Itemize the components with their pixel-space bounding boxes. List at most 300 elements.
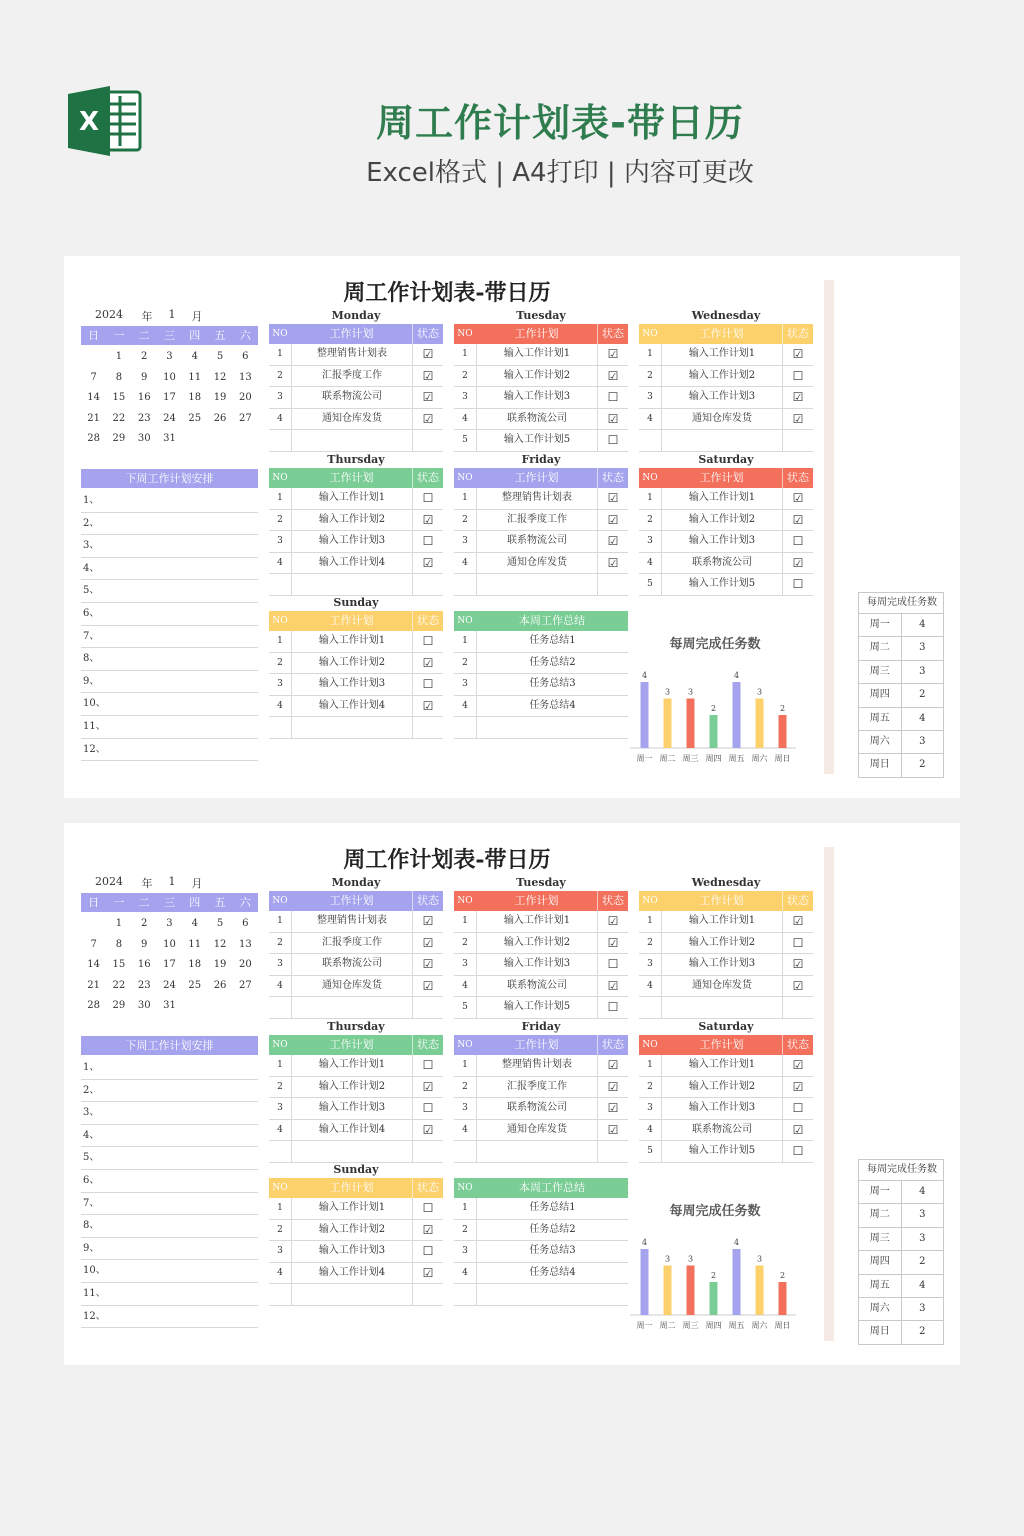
weekly-count-value: 3 bbox=[919, 642, 926, 654]
status-checkbox[interactable]: ☑ bbox=[412, 409, 443, 430]
task-text[interactable]: 输入工作计划3 bbox=[688, 535, 756, 546]
task-text[interactable]: 联系物流公司 bbox=[507, 979, 567, 991]
calendar-day[interactable]: 26 bbox=[213, 979, 227, 991]
task-no: 4 bbox=[454, 696, 477, 717]
day-table-sunday bbox=[269, 595, 443, 739]
calendar-weekday: 一 bbox=[113, 896, 125, 909]
next-plan-row[interactable]: 4、 bbox=[81, 1125, 258, 1148]
status-checkbox[interactable] bbox=[412, 717, 443, 738]
calendar-weekday: 三 bbox=[163, 329, 175, 342]
task-text[interactable]: 通知仓库发货 bbox=[507, 1123, 567, 1135]
task-text[interactable]: 输入工作计划1 bbox=[503, 348, 571, 359]
status-checkbox[interactable]: ☑ bbox=[597, 510, 628, 531]
chart-bar bbox=[779, 715, 787, 748]
col-status-header: 状态 bbox=[597, 1035, 628, 1055]
status-checkbox[interactable]: ☐ bbox=[412, 674, 443, 695]
next-plan-row[interactable]: 11、 bbox=[81, 1283, 258, 1306]
calendar-day[interactable]: 13 bbox=[238, 938, 252, 950]
status-checkbox[interactable] bbox=[782, 997, 813, 1018]
calendar-day[interactable]: 17 bbox=[163, 959, 176, 970]
status-checkbox[interactable]: ☑ bbox=[597, 911, 628, 932]
task-text[interactable]: 整理销售计划表 bbox=[317, 348, 387, 359]
task-text[interactable]: 输入工作计划1 bbox=[318, 1059, 386, 1070]
status-checkbox[interactable]: ☑ bbox=[782, 911, 813, 932]
task-text[interactable]: 任务总结2 bbox=[529, 656, 576, 668]
task-text[interactable]: 输入工作计划2 bbox=[318, 1223, 386, 1235]
status-checkbox[interactable]: ☑ bbox=[597, 1055, 628, 1076]
task-text[interactable]: 输入工作计划4 bbox=[318, 1266, 386, 1278]
status-checkbox[interactable]: ☐ bbox=[782, 531, 813, 552]
next-plan-row[interactable]: 8、 bbox=[81, 648, 258, 671]
calendar-day[interactable]: 24 bbox=[163, 412, 176, 424]
calendar-day[interactable]: 18 bbox=[188, 959, 202, 970]
task-text[interactable]: 联系物流公司 bbox=[507, 535, 567, 546]
calendar-day[interactable]: 7 bbox=[90, 371, 97, 383]
task-text[interactable]: 汇报季度工作 bbox=[322, 369, 382, 381]
chart-category-label: 周二 bbox=[659, 1321, 676, 1330]
next-plan-row[interactable]: 3、 bbox=[81, 535, 258, 558]
task-text[interactable]: 输入工作计划1 bbox=[688, 348, 756, 359]
next-plan-row[interactable]: 12、 bbox=[81, 1306, 258, 1329]
status-checkbox[interactable]: ☑ bbox=[597, 409, 628, 430]
day-table-monday-name: Monday bbox=[331, 876, 381, 889]
next-plan-row[interactable]: 8、 bbox=[81, 1215, 258, 1238]
task-text[interactable]: 输入工作计划1 bbox=[688, 1059, 756, 1070]
task-text[interactable]: 输入工作计划2 bbox=[688, 369, 756, 381]
status-checkbox[interactable]: ☑ bbox=[597, 344, 628, 365]
next-plan-row[interactable]: 7、 bbox=[81, 1193, 258, 1216]
task-text[interactable]: 输入工作计划2 bbox=[688, 513, 756, 525]
status-checkbox[interactable] bbox=[412, 997, 443, 1018]
status-checkbox[interactable]: ☐ bbox=[412, 1198, 443, 1219]
task-text[interactable]: 汇报季度工作 bbox=[322, 936, 382, 948]
task-text[interactable]: 联系物流公司 bbox=[322, 958, 382, 969]
task-text[interactable] bbox=[477, 717, 628, 738]
task-row bbox=[454, 409, 628, 431]
weekly-count-day: 周日 bbox=[859, 754, 902, 776]
calendar-day[interactable]: 3 bbox=[166, 918, 173, 929]
calendar-day[interactable]: 2 bbox=[141, 351, 148, 362]
task-text[interactable]: 通知仓库发货 bbox=[692, 412, 752, 424]
task-no: 2 bbox=[639, 933, 662, 954]
status-checkbox[interactable]: ☑ bbox=[597, 1098, 628, 1119]
next-plan-row[interactable]: 7、 bbox=[81, 626, 258, 649]
task-text[interactable]: 任务总结4 bbox=[529, 1266, 576, 1278]
calendar-day[interactable]: 8 bbox=[115, 371, 123, 383]
next-plan-row[interactable]: 6、 bbox=[81, 603, 258, 626]
next-plan-row[interactable]: 1、 bbox=[81, 1057, 258, 1080]
next-plan-row[interactable]: 9、 bbox=[81, 671, 258, 694]
task-text[interactable]: 输入工作计划3 bbox=[318, 535, 386, 546]
status-checkbox[interactable]: ☑ bbox=[597, 488, 628, 509]
calendar-day[interactable]: 20 bbox=[238, 392, 252, 403]
task-text[interactable]: 输入工作计划3 bbox=[503, 391, 571, 402]
task-text[interactable]: 输入工作计划4 bbox=[318, 556, 386, 568]
calendar-day[interactable] bbox=[81, 347, 106, 368]
next-plan-row[interactable]: 3、 bbox=[81, 1102, 258, 1125]
status-checkbox[interactable]: ☐ bbox=[597, 387, 628, 408]
calendar-day[interactable]: 29 bbox=[112, 433, 126, 444]
status-checkbox[interactable]: ☑ bbox=[412, 1077, 443, 1098]
task-row bbox=[639, 954, 813, 976]
status-checkbox[interactable]: ☑ bbox=[412, 344, 443, 365]
task-text[interactable]: 输入工作计划1 bbox=[688, 915, 756, 926]
calendar-day[interactable]: 14 bbox=[87, 392, 100, 403]
calendar-day[interactable]: 26 bbox=[213, 412, 227, 424]
calendar-day[interactable]: 16 bbox=[137, 392, 151, 403]
calendar-day[interactable]: 25 bbox=[188, 979, 202, 991]
status-checkbox[interactable]: ☐ bbox=[782, 1141, 813, 1162]
task-row bbox=[454, 696, 628, 718]
next-plan-row[interactable]: 10、 bbox=[81, 693, 258, 716]
weekly-count-title: 每周完成任务数 bbox=[859, 593, 943, 614]
calendar-day[interactable]: 16 bbox=[137, 959, 151, 970]
task-text[interactable]: 输入工作计划3 bbox=[688, 958, 756, 969]
task-text[interactable]: 输入工作计划5 bbox=[688, 1145, 756, 1156]
calendar-day[interactable]: 28 bbox=[87, 1000, 100, 1011]
weekly-count-value: 3 bbox=[919, 665, 926, 677]
next-plan-row[interactable]: 5、 bbox=[81, 1147, 258, 1170]
calendar-day[interactable] bbox=[182, 996, 207, 1017]
task-text[interactable]: 输入工作计划2 bbox=[503, 369, 571, 381]
calendar-day[interactable]: 7 bbox=[90, 938, 97, 950]
task-text[interactable]: 输入工作计划4 bbox=[318, 1123, 386, 1135]
calendar-day[interactable] bbox=[233, 429, 258, 450]
task-text[interactable] bbox=[292, 717, 412, 738]
chart-bar bbox=[733, 682, 741, 748]
calendar-day[interactable]: 31 bbox=[163, 1000, 176, 1011]
task-text[interactable] bbox=[292, 1284, 412, 1305]
next-plan-row[interactable]: 11、 bbox=[81, 716, 258, 739]
status-checkbox[interactable]: ☐ bbox=[412, 631, 443, 652]
col-status-header: 状态 bbox=[782, 1035, 813, 1055]
task-text[interactable]: 汇报季度工作 bbox=[507, 1080, 567, 1092]
calendar-day[interactable]: 6 bbox=[242, 351, 249, 362]
task-no: 4 bbox=[639, 409, 662, 430]
status-checkbox[interactable]: ☑ bbox=[782, 553, 813, 574]
day-table-monday-name: Monday bbox=[331, 309, 381, 322]
task-no: 5 bbox=[454, 997, 477, 1018]
next-plan-row[interactable]: 4、 bbox=[81, 558, 258, 581]
next-plan-row[interactable]: 2、 bbox=[81, 1080, 258, 1103]
status-checkbox[interactable]: ☑ bbox=[412, 553, 443, 574]
task-text[interactable]: 任务总结4 bbox=[529, 699, 576, 711]
calendar-day[interactable]: 21 bbox=[87, 412, 100, 424]
task-text[interactable]: 输入工作计划2 bbox=[688, 1080, 756, 1092]
task-row bbox=[639, 933, 813, 955]
day-table-tuesday bbox=[454, 875, 628, 1019]
chart-data-label: 3 bbox=[664, 687, 671, 697]
task-row bbox=[454, 1055, 628, 1077]
excel-logo-icon bbox=[68, 86, 142, 156]
task-text[interactable]: 整理销售计划表 bbox=[502, 1059, 572, 1070]
status-checkbox[interactable]: ☑ bbox=[782, 488, 813, 509]
day-table-tuesday-name: Tuesday bbox=[516, 309, 566, 322]
task-text[interactable]: 输入工作计划3 bbox=[318, 1245, 386, 1256]
task-text[interactable] bbox=[662, 997, 782, 1018]
status-checkbox[interactable]: ☑ bbox=[412, 911, 443, 932]
next-plan-row[interactable]: 1、 bbox=[81, 490, 258, 513]
task-text[interactable]: 输入工作计划2 bbox=[318, 1080, 386, 1092]
status-checkbox[interactable]: ☐ bbox=[782, 574, 813, 595]
calendar-day[interactable]: 22 bbox=[112, 979, 126, 991]
task-row bbox=[639, 344, 813, 366]
next-plan-row[interactable]: 5、 bbox=[81, 580, 258, 603]
calendar-day[interactable]: 11 bbox=[188, 371, 202, 383]
status-checkbox[interactable]: ☑ bbox=[412, 976, 443, 997]
status-checkbox[interactable]: ☑ bbox=[412, 387, 443, 408]
status-checkbox[interactable]: ☑ bbox=[597, 553, 628, 574]
status-checkbox[interactable]: ☐ bbox=[597, 954, 628, 975]
task-text[interactable]: 输入工作计划5 bbox=[688, 578, 756, 589]
status-checkbox[interactable]: ☑ bbox=[412, 1263, 443, 1284]
calendar-day[interactable]: 5 bbox=[216, 918, 224, 929]
calendar-day[interactable]: 23 bbox=[137, 412, 151, 424]
task-text[interactable]: 输入工作计划1 bbox=[688, 492, 756, 503]
task-text[interactable]: 输入工作计划3 bbox=[688, 1102, 756, 1113]
calendar-day[interactable]: 25 bbox=[188, 412, 202, 424]
task-text[interactable]: 输入工作计划2 bbox=[318, 656, 386, 668]
status-checkbox[interactable] bbox=[597, 574, 628, 595]
task-text[interactable]: 任务总结3 bbox=[529, 1245, 576, 1256]
next-plan-row[interactable]: 12、 bbox=[81, 739, 258, 762]
status-checkbox[interactable]: ☐ bbox=[782, 933, 813, 954]
status-checkbox[interactable]: ☐ bbox=[597, 997, 628, 1018]
calendar-day[interactable]: 5 bbox=[216, 351, 224, 362]
calendar-day[interactable]: 11 bbox=[188, 938, 202, 950]
calendar-day[interactable]: 1 bbox=[115, 351, 123, 362]
status-checkbox[interactable]: ☑ bbox=[412, 696, 443, 717]
task-text[interactable]: 整理销售计划表 bbox=[502, 492, 572, 503]
calendar-day[interactable]: 30 bbox=[137, 1000, 151, 1011]
calendar-day[interactable]: 8 bbox=[115, 938, 123, 950]
weekly-summary-table-header bbox=[454, 611, 628, 631]
status-checkbox[interactable]: ☑ bbox=[782, 510, 813, 531]
task-text[interactable]: 输入工作计划2 bbox=[503, 936, 571, 948]
task-text[interactable]: 联系物流公司 bbox=[507, 1102, 567, 1113]
task-text[interactable]: 联系物流公司 bbox=[507, 412, 567, 424]
status-checkbox[interactable]: ☑ bbox=[782, 344, 813, 365]
status-checkbox[interactable]: ☐ bbox=[782, 1098, 813, 1119]
chart-data-label: 3 bbox=[687, 1254, 694, 1264]
task-no: 4 bbox=[454, 1263, 477, 1284]
status-checkbox[interactable] bbox=[412, 574, 443, 595]
calendar-day[interactable]: 21 bbox=[87, 979, 100, 991]
day-table-thursday-header bbox=[269, 468, 443, 488]
task-text[interactable]: 输入工作计划2 bbox=[318, 513, 386, 525]
task-text[interactable]: 输入工作计划5 bbox=[503, 434, 571, 445]
calendar-day[interactable]: 10 bbox=[163, 371, 176, 383]
task-text[interactable]: 输入工作计划5 bbox=[503, 1001, 571, 1012]
task-text[interactable] bbox=[292, 1141, 412, 1162]
status-checkbox[interactable]: ☑ bbox=[782, 1055, 813, 1076]
status-checkbox[interactable]: ☐ bbox=[597, 430, 628, 451]
next-plan-row[interactable]: 10、 bbox=[81, 1260, 258, 1283]
next-plan-row[interactable]: 6、 bbox=[81, 1170, 258, 1193]
task-text[interactable]: 整理销售计划表 bbox=[317, 915, 387, 926]
status-checkbox[interactable]: ☑ bbox=[597, 531, 628, 552]
task-text[interactable]: 通知仓库发货 bbox=[322, 412, 382, 424]
status-checkbox[interactable]: ☑ bbox=[412, 653, 443, 674]
status-checkbox[interactable]: ☑ bbox=[597, 366, 628, 387]
status-checkbox[interactable] bbox=[597, 1141, 628, 1162]
weekly-count-value: 2 bbox=[919, 689, 926, 701]
calendar-day[interactable]: 28 bbox=[87, 433, 100, 444]
task-no: 2 bbox=[454, 933, 477, 954]
chart-bar bbox=[687, 1266, 695, 1316]
task-row bbox=[639, 409, 813, 431]
task-text[interactable]: 汇报季度工作 bbox=[507, 513, 567, 525]
next-plan-row[interactable]: 9、 bbox=[81, 1238, 258, 1261]
task-text[interactable]: 通知仓库发货 bbox=[507, 556, 567, 568]
task-text[interactable]: 联系物流公司 bbox=[322, 391, 382, 402]
calendar-day[interactable]: 4 bbox=[191, 918, 198, 929]
status-checkbox[interactable]: ☑ bbox=[597, 1077, 628, 1098]
status-checkbox[interactable] bbox=[412, 1141, 443, 1162]
status-checkbox[interactable]: ☑ bbox=[782, 954, 813, 975]
task-text[interactable]: 输入工作计划3 bbox=[318, 678, 386, 689]
day-table-wednesday bbox=[639, 875, 813, 1019]
calendar-day[interactable]: 19 bbox=[213, 959, 227, 970]
sheet-right-margin bbox=[824, 847, 834, 1341]
task-text[interactable]: 输入工作计划1 bbox=[318, 1202, 386, 1213]
status-checkbox[interactable]: ☑ bbox=[782, 409, 813, 430]
calendar-day[interactable]: 31 bbox=[163, 433, 176, 444]
task-text[interactable] bbox=[477, 1141, 597, 1162]
task-row bbox=[454, 1077, 628, 1099]
calendar-weekday: 五 bbox=[214, 329, 226, 342]
calendar-day[interactable] bbox=[207, 996, 232, 1017]
calendar-day[interactable]: 12 bbox=[213, 938, 227, 950]
task-text[interactable] bbox=[477, 574, 597, 595]
calendar-day[interactable]: 9 bbox=[141, 938, 148, 950]
task-text[interactable] bbox=[292, 430, 412, 451]
status-checkbox[interactable]: ☑ bbox=[597, 1120, 628, 1141]
status-checkbox[interactable] bbox=[412, 430, 443, 451]
task-text[interactable]: 任务总结1 bbox=[529, 635, 576, 646]
calendar-day[interactable]: 19 bbox=[213, 392, 227, 403]
calendar-day[interactable]: 30 bbox=[137, 433, 151, 444]
calendar-day[interactable]: 4 bbox=[191, 351, 198, 362]
calendar-day[interactable]: 9 bbox=[141, 371, 148, 383]
status-checkbox[interactable]: ☑ bbox=[412, 1220, 443, 1241]
status-checkbox[interactable]: ☑ bbox=[412, 1120, 443, 1141]
calendar-day[interactable] bbox=[207, 429, 232, 450]
calendar-day[interactable]: 2 bbox=[141, 918, 148, 929]
calendar-day[interactable]: 3 bbox=[166, 351, 173, 362]
task-no: 4 bbox=[269, 553, 292, 574]
calendar-day[interactable]: 15 bbox=[112, 959, 126, 970]
calendar-day[interactable]: 12 bbox=[213, 371, 227, 383]
col-no-header: NO bbox=[272, 896, 288, 906]
calendar-day[interactable] bbox=[81, 914, 106, 935]
calendar-day[interactable] bbox=[233, 996, 258, 1017]
task-text[interactable]: 通知仓库发货 bbox=[692, 979, 752, 991]
task-text[interactable]: 输入工作计划4 bbox=[318, 699, 386, 711]
task-text[interactable] bbox=[662, 430, 782, 451]
status-checkbox[interactable]: ☑ bbox=[597, 976, 628, 997]
status-checkbox[interactable]: ☐ bbox=[412, 488, 443, 509]
calendar-day[interactable]: 24 bbox=[163, 979, 176, 991]
status-checkbox[interactable]: ☑ bbox=[782, 976, 813, 997]
task-no: 3 bbox=[454, 954, 477, 975]
day-table-thursday bbox=[269, 452, 443, 596]
calendar-day[interactable]: 14 bbox=[87, 959, 100, 970]
task-text[interactable]: 输入工作计划3 bbox=[318, 1102, 386, 1113]
calendar-day[interactable] bbox=[182, 429, 207, 450]
status-checkbox[interactable]: ☑ bbox=[782, 387, 813, 408]
task-text[interactable]: 联系物流公司 bbox=[692, 556, 752, 568]
task-no: 5 bbox=[454, 430, 477, 451]
next-plan-row[interactable]: 2、 bbox=[81, 513, 258, 536]
task-text[interactable]: 输入工作计划1 bbox=[318, 492, 386, 503]
calendar-day[interactable]: 27 bbox=[238, 979, 252, 991]
sheet-preview-2 bbox=[64, 823, 960, 1365]
task-text[interactable] bbox=[477, 1284, 628, 1305]
calendar-day[interactable]: 22 bbox=[112, 412, 126, 424]
calendar-day[interactable]: 10 bbox=[163, 938, 176, 950]
task-no: 1 bbox=[454, 488, 477, 509]
status-checkbox[interactable]: ☑ bbox=[412, 933, 443, 954]
calendar-day[interactable]: 13 bbox=[238, 371, 252, 383]
calendar-day[interactable]: 18 bbox=[188, 392, 202, 403]
status-checkbox[interactable]: ☑ bbox=[782, 1120, 813, 1141]
task-text[interactable]: 输入工作计划1 bbox=[318, 635, 386, 646]
day-table-wednesday-name: Wednesday bbox=[691, 309, 761, 322]
status-checkbox[interactable]: ☑ bbox=[782, 1077, 813, 1098]
calendar-day[interactable]: 1 bbox=[115, 918, 123, 929]
task-text[interactable]: 输入工作计划1 bbox=[503, 915, 571, 926]
task-text[interactable]: 输入工作计划2 bbox=[688, 936, 756, 948]
task-text[interactable] bbox=[292, 574, 412, 595]
calendar-day[interactable]: 27 bbox=[238, 412, 252, 424]
status-checkbox[interactable]: ☐ bbox=[412, 1055, 443, 1076]
task-text[interactable]: 输入工作计划3 bbox=[688, 391, 756, 402]
task-text[interactable]: 任务总结2 bbox=[529, 1223, 576, 1235]
task-row bbox=[269, 954, 443, 976]
status-checkbox[interactable]: ☐ bbox=[782, 366, 813, 387]
calendar-day[interactable]: 29 bbox=[112, 1000, 126, 1011]
task-text[interactable]: 输入工作计划3 bbox=[503, 958, 571, 969]
task-text[interactable]: 联系物流公司 bbox=[692, 1123, 752, 1135]
task-text[interactable]: 通知仓库发货 bbox=[322, 979, 382, 991]
calendar-day[interactable]: 20 bbox=[238, 959, 252, 970]
day-table-saturday-name: Saturday bbox=[698, 453, 754, 466]
task-text[interactable]: 任务总结3 bbox=[529, 678, 576, 689]
status-checkbox[interactable]: ☑ bbox=[412, 510, 443, 531]
task-row bbox=[454, 1098, 628, 1120]
status-checkbox[interactable]: ☐ bbox=[412, 531, 443, 552]
calendar-day[interactable]: 23 bbox=[137, 979, 151, 991]
status-checkbox[interactable]: ☐ bbox=[412, 1241, 443, 1262]
calendar-day[interactable]: 6 bbox=[242, 918, 249, 929]
day-table-wednesday-name: Wednesday bbox=[691, 876, 761, 889]
status-checkbox[interactable]: ☐ bbox=[412, 1098, 443, 1119]
status-checkbox[interactable]: ☑ bbox=[412, 366, 443, 387]
status-checkbox[interactable] bbox=[412, 1284, 443, 1305]
task-text[interactable]: 任务总结1 bbox=[529, 1202, 576, 1213]
task-text[interactable] bbox=[292, 997, 412, 1018]
col-plan-header: 工作计划 bbox=[514, 471, 559, 484]
task-row bbox=[639, 1098, 813, 1120]
status-checkbox[interactable]: ☑ bbox=[597, 933, 628, 954]
calendar-day[interactable]: 15 bbox=[112, 392, 126, 403]
status-checkbox[interactable] bbox=[782, 430, 813, 451]
calendar-day[interactable]: 17 bbox=[163, 392, 176, 403]
weekly-count-row bbox=[859, 754, 943, 777]
day-table-sunday bbox=[269, 1162, 443, 1306]
status-checkbox[interactable]: ☑ bbox=[412, 954, 443, 975]
